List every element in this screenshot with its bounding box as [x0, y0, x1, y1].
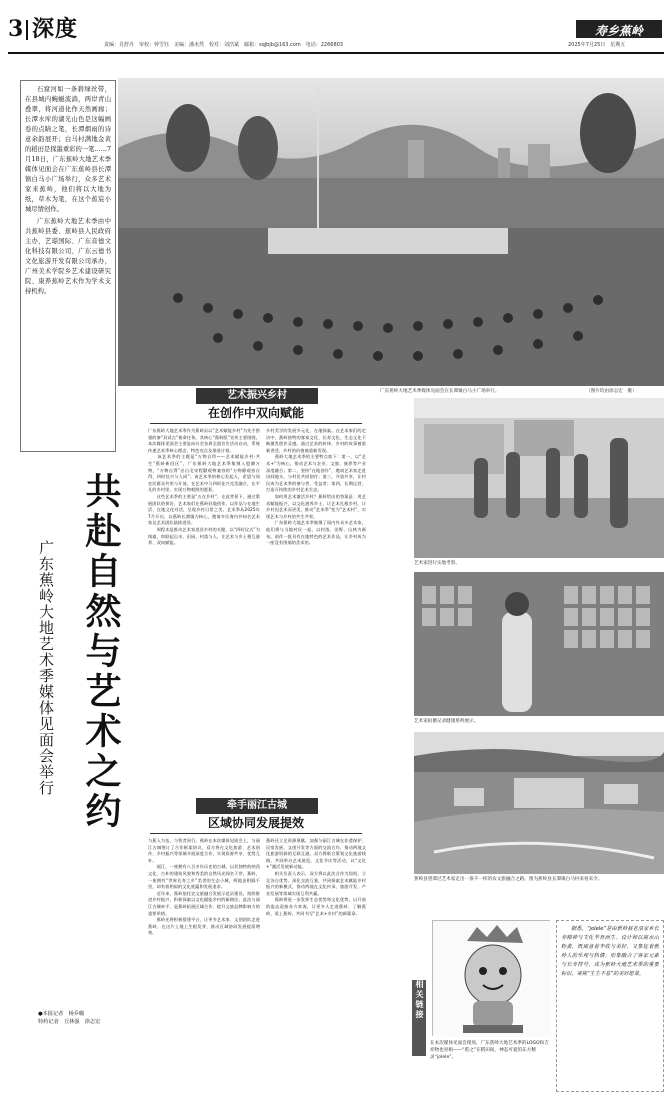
related-link-tag	[412, 980, 426, 1056]
photo-exhibition-illustration	[414, 572, 664, 716]
photo-village-aerial	[414, 732, 664, 874]
mascot-illustration	[433, 921, 551, 1037]
photo-site-visit	[414, 398, 664, 558]
brand-logo	[576, 20, 662, 38]
main-photo-credit: （图片均由徐志宏 摄）	[586, 389, 637, 394]
intro-paragraph-2: 广东蕉岭大地艺术季由中共蕉岭县委、蕉岭县人民政府主办，艺璟国际、广东音德文化科技有限公司、广东云德书文化旅游开发有限公司承办，广州美术学院乡艺术建设研究院、康养蕉岭艺术作为学术支持机构。	[25, 218, 111, 295]
photo-exhibition-caption: 艺术家拍摄记录健康蕉岭展示。	[414, 719, 479, 724]
section2-column-b: 蕉岭还立足资源禀赋，加强与丽江古城在非遗保护、民宿发展、文创开发等方面的交流合作，推动两地文化旅游资源的互联互通。双方将联合策划文化旅游线路，共同举办艺术展览、文化节庆等活动，以“文化+”激活发展新动能。 相关负责人表示，双方将以此次合作为契机，立足各自优势，深化交流互鉴，共同探索艺术赋能乡村振兴的新模式，推动两地在文化传承、旅游开发、产业发展等领域实现互利共赢。 蕉岭将进一步发挥生态优势和文化优势，以开放的姿态迎接各方来客，让更多人走进蕉岭、了解蕉岭、爱上蕉岭，共同书写“艺术+乡村”的新篇章。	[266, 838, 366, 916]
section2-banner	[196, 798, 318, 814]
section1-column-b: 乡村美学的发展多元化，在地探索。在艺术家们的走访中，蕉岭独特的客家文化、长寿文化、生态文化不断激发创作灵感。通过艺术的转译，乡村的故事被重新讲述，乡村的价值被重新发现。 蕉岭大地艺术季的主要特点如下：第一，以“艺术+”为核心，推动艺术与农业、文旅、康养等产业深度融合；第二，坚持“在地创作”，邀请艺术家走进田间地头，与村民共同创作；第三，开放共享，让村民成为艺术季的参与者、受益者；第四，长期运营，打造可持续的乡村艺术生态。 如何用艺术激活乡村？蕉岭给出的答案是：用艺术赋能振兴，以文化滋养乡土，让艺术扎根乡村，让乡村因艺术而更美，推动“艺术季”变为“艺术村”，实现艺术与乡村的共生共荣。 广东蕉岭大地艺术季集聚了国内外众多艺术家，他们将与当地村民一起，以村落、田野、山林为画布，创作一批具有在地特色的艺术作品，让乡村成为一座没有围墙的美术馆。	[266, 428, 366, 546]
date-line: 2025年7月25日 星期五	[568, 42, 626, 48]
intro-box	[20, 80, 116, 452]
page-header	[8, 12, 664, 52]
section-title: 深度	[32, 16, 79, 42]
main-photo-illustration	[118, 78, 664, 386]
byline-special: 特约记者 丘林强 徐志宏	[38, 1019, 101, 1025]
section1-banner	[196, 388, 318, 404]
section2-column-a: 与蕉入为伍，与智者同行。蕉岭在本次媒体见面会上，与丽江古城签订了合作框架协议，双方将在文化旅游、艺术创作、乡村振兴等领域开展深度合作，实现资源共享、优势互补。 丽江，一座拥有八百多年历史的古城，以其独特的纳西文化、古朴的建筑风貌和秀美的自然风光闻名于世。蕉岭，一座拥有“世界长寿之乡”美誉的生态小城，两地虽相隔千里，却有着相似的文化底蕴和发展追求。 近年来，蕉岭依托农文旅融合发展示范县建设，持续推进乡村振兴，积极探索以文化赋能乡村的新路径。此次与丽江古城牵手，是蕉岭拓展区域合作、提升文旅品牌影响力的重要举措。 蕉岭还将积极搭建平台，让更多艺术家、文创团队走进蕉岭，在这片土地上生根发芽，推动区域协同发展提质增效。	[148, 838, 260, 936]
header-divider	[26, 20, 28, 40]
header-rule	[8, 52, 664, 54]
mascot-caption: 在本次媒体见面会现场，广东蕉岭大地艺术季的LOGO和吉祥物也亮相——“蕉之”在稻田间、神态可爱的东方精灵“jolele”。	[430, 1041, 549, 1060]
section2-banner-text: 牵手丽江古城	[227, 800, 287, 811]
section2-subhead: 区域协同发展提效	[207, 816, 304, 830]
photo-village-aerial-caption: 蕉岭县望潭过艺术家走出一条不一样的农文旅融合之路。图为蕉岭县长潭镇白马村来看来令。	[414, 877, 603, 882]
photo-site-visit-illustration	[414, 398, 664, 558]
photo-village-aerial-illustration	[414, 732, 664, 874]
mascot-photo	[432, 920, 550, 1036]
sidebar-note: 据悉，“jolele”是由蕉岭县老沿家乡长寿精神与文化孕育而生。设计师以寓水山粉黄，既寓意着丰收与美好，又象征着蕉岭人的乐观与热情；形象融合了客家元素与长寿符号，成为蕉岭大地艺术季的重要标识，寄寓“生生不息”的美好愿景。	[561, 926, 659, 977]
section1-column-a: 广东蕉岭大地艺术季作为蕉岭县以“艺术赋能乡村”为先手搭建的参“双试点”使命任务，其核心“蕉岭版”宣传主要围绕，本次媒体见面会主要是向社会各界全面宣告活动启动，系统传递艺术季核心理念、特色亮点及推进计划。 该艺术季的主题是“万物自得——艺术赋能乡村·共生”蕉岭新回区”，广东蕉岭大地艺术季集聚入股腾万物，“万物自得”出自北宋程颢观物兼容的“万物静观皆自得，四时佳兴与人同”。该艺术季的核心发起人，希望与同农民群众共用与开放，在艺术中与四时佳兴完美融合，在平凡的乡村里，实现万物观照的愿景。 这些艺术季的主要是“五在乡村”，在此背景下，通过策展团队的探访，艺术家们在蕉岭驻地创作，以作品与在地生活、在地文化对话，呈现乡村日常之美。艺术季从2025年7月开启，以蕉岭长潭镇为核心，邀请多位海内外知名艺术家及艺术团队陆续进驻。 周程术是推动艺术家进驻乡村的关键，以“四时仪式”为线索，串联起山水、田园、村落与人，让艺术与乡土相互滋养、双向赋能。	[148, 428, 260, 546]
main-photo	[118, 78, 664, 386]
byline-reporter: ●本报记者 杨乔璐	[38, 1011, 85, 1017]
related-link-tag-text: 相关链接	[415, 980, 424, 1020]
headline-subtitle: 广东蕉岭大地艺术季媒体见面会举行	[37, 540, 55, 796]
intro-paragraph-1: 石窟河如一条碧绿丝带，在县城内蜿蜒流淌，两岸青山叠翠，将河道化作天然画廊；长潭水库的湖光山色是这幅画卷的点睛之笔，长潭烟雨的诗意余韵展开；白马村满地金黄的稻田是探墨重彩的一笔……7月18日，广东蕉岭大地艺术季媒体见面会在广东蕉岭县长潭镇白马小广场举行，众多艺术家来蕉岭，他们将以大地为纸，草木为笔，在这个蕉宸小城尽情创作。	[25, 86, 111, 213]
section1-subhead: 在创作中双向赋能	[207, 406, 304, 420]
section1-rule	[150, 423, 362, 424]
photo-site-visit-caption: 艺术家进行实地考察。	[414, 561, 460, 566]
headline: 共赴自然与艺术之约	[80, 472, 122, 832]
editor-info: 责编：肖舒丹 审校：钟雪钰 美编：潘未然 校对：刘浩斌 邮箱：sqjbjb@163.com 电话：2266803	[104, 42, 343, 48]
byline	[38, 1010, 148, 1026]
main-photo-caption: 广东蕉岭大地艺术季媒体见面会在长潭镇白马小广场举行。	[380, 389, 500, 394]
sidebar-note-box	[556, 920, 664, 1092]
brand-logo-text: 寿乡蕉岭	[594, 24, 643, 38]
section1-banner-text: 艺术振兴乡村	[227, 390, 287, 401]
photo-exhibition	[414, 572, 664, 716]
page-number: 3	[8, 16, 24, 42]
section2-rule	[150, 833, 362, 834]
